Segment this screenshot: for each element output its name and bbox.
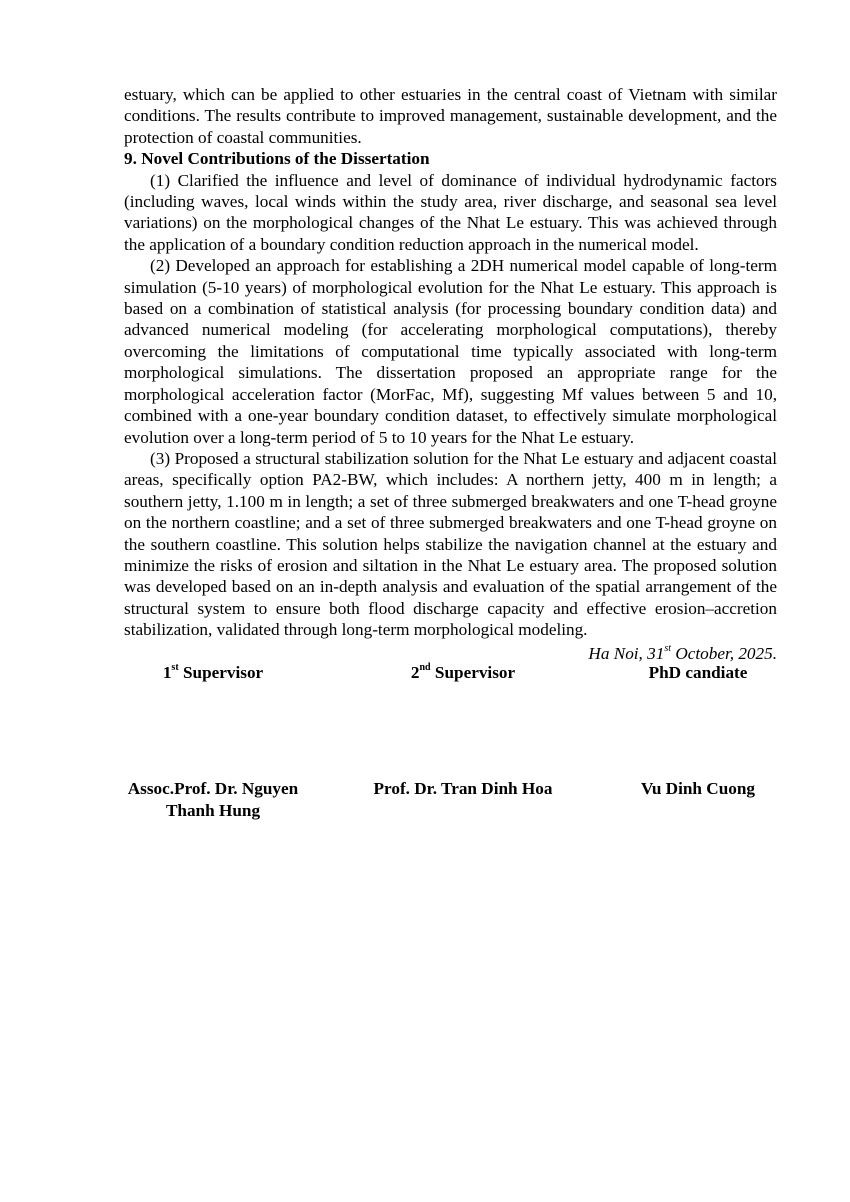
second-supervisor-name — [363, 778, 563, 821]
document-page — [124, 84, 777, 821]
signature-titles-row — [124, 662, 777, 683]
date-superscript: st — [664, 642, 672, 654]
role-label: PhD candiate — [648, 662, 748, 682]
name-line-1: Prof. Dr. Tran Dinh Hoa — [373, 779, 553, 799]
ordinal-number: 2 — [410, 662, 420, 682]
phd-candidate-name — [613, 778, 783, 821]
ordinal-number: 1 — [162, 662, 172, 682]
phd-candidate-title — [613, 662, 783, 683]
first-supervisor-title — [121, 662, 305, 683]
contribution-3-paragraph: (3) Proposed a structural stabilization solution for the Nhat Le estuary and adjacent coastal areas, specifically option PA2-BW, which includes: A northern jetty, 400 m in length; a southern jetty, 1.100 m in length; a set of three submerged breakwaters and one T-head groyne on the northern coastline; and a set of three submerged breakwaters and one T-head groyne on the southern coastline. This solution helps stabilize the navigation channel at the estuary and minimize the risks of erosion and siltation in the Nhat Le estuary area. The proposed solution was developed based on an in-depth analysis and evaluation of the spatial arrangement of the structural system to ensure both flood discharge capacity and effective erosion–accretion stabilization, validated through long-term morphological modeling. — [124, 448, 777, 640]
ordinal-suffix: nd — [419, 662, 431, 674]
first-supervisor-name — [121, 778, 305, 821]
contribution-1-paragraph: (1) Clarified the influence and level of dominance of individual hydrodynamic factors (including waves, local winds within the study area, river discharge, and seasonal sea level variations) on the morphological changes of the Nhat Le estuary. This was achieved through the application of a boundary condition reduction approach in the numerical model. — [124, 170, 777, 254]
section-heading: 9. Novel Contributions of the Dissertation — [124, 149, 430, 169]
name-line-1: Assoc.Prof. Dr. Nguyen — [127, 779, 299, 799]
name-line-1: Vu Dinh Cuong — [640, 779, 755, 799]
role-label: Supervisor — [178, 662, 264, 682]
contribution-2-paragraph: (2) Developed an approach for establishing a 2DH numerical model capable of long-term simulation (5-10 years) of morphological evolution for the Nhat Le estuary. This approach is based on a combination of statistical analysis (for processing boundary condition data) and advanced numerical modeling (for accelerating morphological computations), thereby overcoming the limitations of computational time typically associated with long-term morphological simulations. The dissertation proposed an appropriate range for the morphological acceleration factor (MorFac, Mf), suggesting Mf values between 5 and 10, combined with a one-year boundary condition dataset, to effectively simulate morphological evolution over a long-term period of 5 to 10 years for the Nhat Le estuary. — [124, 256, 777, 447]
ordinal-suffix: st — [171, 662, 179, 674]
intro-paragraph: estuary, which can be applied to other estuaries in the central coast of Vietnam with similar conditions. The results contribute to improved management, sustainable development, and the protection of coastal communities. — [124, 85, 777, 147]
role-label: Supervisor — [430, 662, 516, 682]
date-prefix: Ha Noi, 31 — [588, 643, 665, 663]
date-suffix: October, 2025. — [671, 643, 777, 663]
second-supervisor-title — [363, 662, 563, 683]
name-line-2: Thanh Hung — [165, 800, 261, 820]
date-line — [124, 643, 777, 664]
signature-names-row — [124, 778, 777, 821]
